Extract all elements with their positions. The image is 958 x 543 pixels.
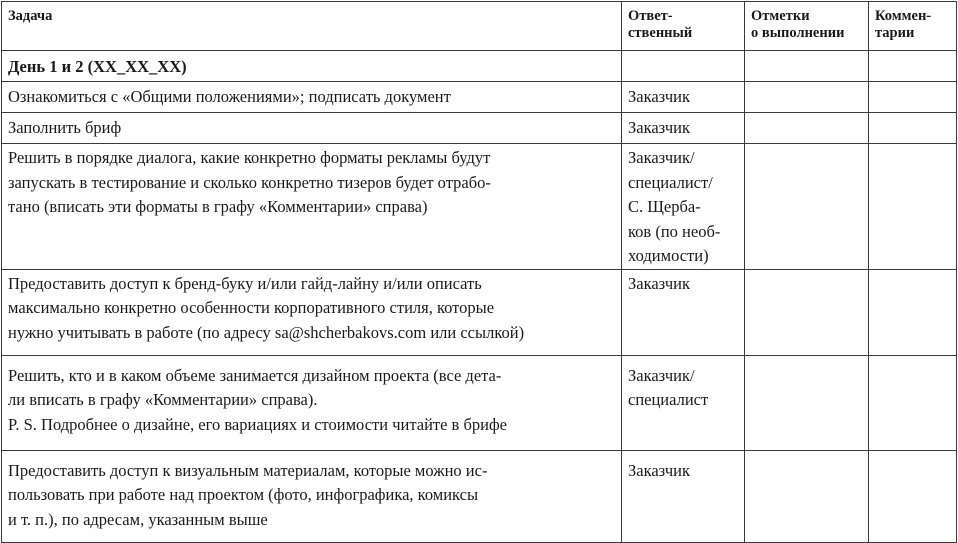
- header-task: [2, 2, 622, 51]
- day-label: День 1 и 2 (XX_XX_XX): [2, 51, 622, 82]
- task-text: и т. п.), по адресам, указанным выше: [8, 509, 268, 529]
- responsible-text: специалист/: [628, 172, 713, 192]
- header-task-label: Задача: [8, 8, 53, 24]
- task-text: Решить, кто и в каком объеме занимается дизайном проекта (все дета-: [8, 365, 502, 385]
- task-cell: [2, 450, 622, 542]
- day-row: [2, 51, 957, 82]
- task-text: запускать в тестирование и сколько конкретно тизеров будет отрабо-: [8, 172, 491, 192]
- comments-cell[interactable]: [869, 450, 957, 542]
- task-text: ли вписать в графу «Комментарии» справа).: [8, 390, 318, 409]
- task-text: Ознакомиться с «Общими положениями»; подписать документ: [8, 87, 451, 106]
- task-plan-table: [1, 1, 957, 543]
- header-responsible-line: Ответ-: [628, 8, 673, 24]
- responsible-cell: [622, 269, 745, 355]
- header-comments: [869, 2, 957, 51]
- responsible-cell: [622, 113, 745, 144]
- task-text: P. S. Подробнее о дизайне, его вариациях и стоимости читайте в брифе: [8, 414, 507, 434]
- task-text: пользовать при работе над проектом (фото, инфографика, комиксы: [8, 485, 479, 504]
- comments-cell[interactable]: [869, 82, 957, 113]
- task-cell: [2, 355, 622, 450]
- header-marks: [745, 2, 869, 51]
- marks-cell[interactable]: [745, 113, 869, 144]
- responsible-text: ков (по необ-: [628, 221, 721, 241]
- responsible-text: ходимости): [628, 246, 709, 265]
- task-text: тано (вписать эти форматы в графу «Комментарии» справа): [8, 197, 428, 216]
- task-text: максимально конкретно особенности корпоративного стиля, которые: [8, 298, 495, 317]
- responsible-text: Заказчик: [628, 118, 691, 137]
- day-comments-cell: [869, 51, 957, 82]
- responsible-text: специалист: [628, 390, 709, 409]
- marks-cell[interactable]: [745, 144, 869, 270]
- task-text: Заполнить бриф: [8, 118, 122, 137]
- marks-cell[interactable]: [745, 82, 869, 113]
- task-text: Предоставить доступ к визуальным материалам, которые можно ис-: [8, 460, 488, 480]
- marks-cell[interactable]: [745, 355, 869, 450]
- marks-cell[interactable]: [745, 450, 869, 542]
- table-row: [2, 355, 957, 450]
- responsible-text: Заказчик: [628, 460, 691, 480]
- task-text: Предоставить доступ к бренд-буку и/или гайд-лайну и/или описать: [8, 273, 482, 293]
- comments-cell[interactable]: [869, 144, 957, 270]
- table-header-row: [2, 2, 957, 51]
- comments-cell[interactable]: [869, 355, 957, 450]
- task-cell: [2, 144, 622, 270]
- task-text: Решить в порядке диалога, какие конкретно форматы рекламы будут: [8, 148, 491, 167]
- comments-cell[interactable]: [869, 113, 957, 144]
- day-responsible-cell: [622, 51, 745, 82]
- responsible-cell: [622, 82, 745, 113]
- header-marks-line: Отметки: [751, 8, 810, 24]
- responsible-text: Заказчик/: [628, 148, 695, 167]
- responsible-text: Заказчик: [628, 87, 691, 106]
- responsible-cell: [622, 144, 745, 270]
- header-comments-line: тарии: [875, 25, 915, 41]
- table-row: [2, 269, 957, 355]
- header-responsible: [622, 2, 745, 51]
- comments-cell[interactable]: [869, 269, 957, 355]
- responsible-cell: [622, 355, 745, 450]
- table-row: [2, 450, 957, 542]
- header-marks-line: о выполнении: [751, 25, 845, 41]
- table-row: [2, 82, 957, 113]
- task-cell: [2, 113, 622, 144]
- header-comments-line: Коммен-: [875, 8, 932, 24]
- responsible-text: С. Щерба-: [628, 197, 701, 216]
- responsible-cell: [622, 450, 745, 542]
- table-row: [2, 113, 957, 144]
- marks-cell[interactable]: [745, 269, 869, 355]
- header-responsible-line: ственный: [628, 25, 693, 41]
- responsible-text: Заказчик: [628, 273, 691, 293]
- day-marks-cell: [745, 51, 869, 82]
- responsible-text: Заказчик/: [628, 365, 695, 385]
- task-cell: [2, 82, 622, 113]
- task-cell: [2, 269, 622, 355]
- task-text: нужно учитывать в работе (по адресу sa@shcherbakovs.com или ссылкой): [8, 322, 525, 342]
- table-row: [2, 144, 957, 270]
